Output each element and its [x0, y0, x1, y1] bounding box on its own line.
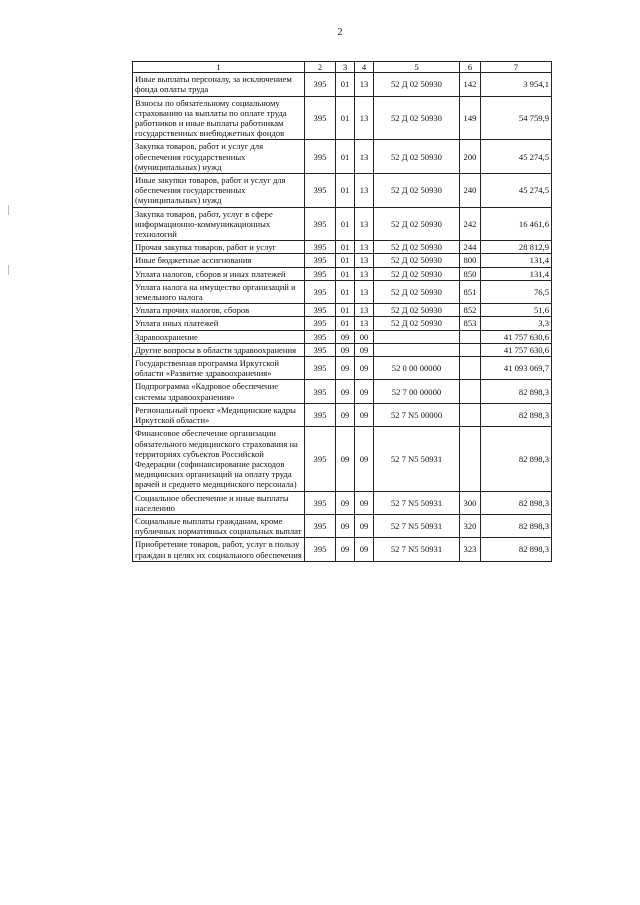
header-row — [133, 62, 552, 73]
row-col-6: 200 — [460, 140, 481, 174]
row-col-2: 395 — [305, 538, 336, 561]
row-name: Взносы по обязательному социальному страхованию на выплаты по оплате труда работников и иные выплаты работникам государственных внебюджетных фондов — [133, 96, 305, 140]
row-col-7: 82 898,3 — [481, 491, 552, 514]
row-col-5: 52 Д 02 50930 — [374, 280, 460, 303]
row-col-6: 851 — [460, 280, 481, 303]
row-col-7: 45 274,5 — [481, 174, 552, 208]
row-col-3: 01 — [336, 73, 355, 96]
table-row — [133, 427, 552, 491]
row-col-4: 09 — [355, 380, 374, 403]
row-name: Подпрограмма «Кадровое обеспечение системы здравоохранения» — [133, 380, 305, 403]
row-col-6 — [460, 330, 481, 343]
table-row — [133, 343, 552, 356]
row-col-2: 395 — [305, 73, 336, 96]
table-row — [133, 514, 552, 537]
scan-edge-mark — [8, 205, 9, 215]
row-col-5 — [374, 343, 460, 356]
row-name: Прочая закупка товаров, работ и услуг — [133, 241, 305, 254]
row-col-6 — [460, 403, 481, 426]
row-col-5: 52 7 N5 50931 — [374, 427, 460, 491]
row-col-3: 01 — [336, 207, 355, 241]
row-col-7: 54 759,9 — [481, 96, 552, 140]
row-col-6: 242 — [460, 207, 481, 241]
row-name: Финансовое обеспечение организации обязательного медицинского страхования на территориях субъектов Российской Федерации (софинансирование расходов медицинских организаций на оплату труда врачей и среднего медицинского персонала) — [133, 427, 305, 491]
row-col-5: 52 7 N5 50931 — [374, 491, 460, 514]
row-col-7: 41 093 069,7 — [481, 357, 552, 380]
row-col-2: 395 — [305, 254, 336, 267]
row-col-4: 13 — [355, 174, 374, 208]
row-name: Иные бюджетные ассигнования — [133, 254, 305, 267]
row-col-3: 01 — [336, 317, 355, 330]
row-col-3: 09 — [336, 491, 355, 514]
row-col-2: 395 — [305, 304, 336, 317]
row-col-3: 09 — [336, 514, 355, 537]
table-row — [133, 207, 552, 241]
row-col-4: 13 — [355, 317, 374, 330]
row-col-2: 395 — [305, 317, 336, 330]
row-col-7: 16 461,6 — [481, 207, 552, 241]
row-col-2: 395 — [305, 96, 336, 140]
table-row — [133, 96, 552, 140]
row-col-5: 52 Д 02 50930 — [374, 304, 460, 317]
row-col-5: 52 7 N5 50931 — [374, 538, 460, 561]
row-col-3: 01 — [336, 140, 355, 174]
row-name: Государственная программа Иркутской области «Развитие здравоохранения» — [133, 357, 305, 380]
row-col-7: 82 898,3 — [481, 538, 552, 561]
row-name: Социальные выплаты гражданам, кроме публичных нормативных социальных выплат — [133, 514, 305, 537]
row-col-2: 395 — [305, 427, 336, 491]
row-col-3: 09 — [336, 427, 355, 491]
row-col-6: 800 — [460, 254, 481, 267]
row-col-4: 09 — [355, 538, 374, 561]
row-col-6: 320 — [460, 514, 481, 537]
row-name: Приобретение товаров, работ, услуг в пользу граждан в целях их социального обеспечения — [133, 538, 305, 561]
row-col-5 — [374, 330, 460, 343]
row-col-6 — [460, 343, 481, 356]
row-col-4: 13 — [355, 140, 374, 174]
row-col-3: 01 — [336, 174, 355, 208]
header-col-7: 7 — [481, 62, 552, 73]
row-col-7: 41 757 630,6 — [481, 330, 552, 343]
row-col-7: 82 898,3 — [481, 403, 552, 426]
row-name: Иные выплаты персоналу, за исключением фонда оплаты труда — [133, 73, 305, 96]
header-col-4: 4 — [355, 62, 374, 73]
row-col-4: 09 — [355, 403, 374, 426]
table-row — [133, 317, 552, 330]
header-col-5: 5 — [374, 62, 460, 73]
row-col-5: 52 Д 02 50930 — [374, 140, 460, 174]
row-col-7: 3 954,1 — [481, 73, 552, 96]
row-col-4: 09 — [355, 357, 374, 380]
row-col-3: 09 — [336, 380, 355, 403]
row-col-7: 45 274,5 — [481, 140, 552, 174]
row-name: Другие вопросы в области здравоохранения — [133, 343, 305, 356]
row-col-7: 131,4 — [481, 267, 552, 280]
row-col-3: 01 — [336, 96, 355, 140]
row-col-6 — [460, 380, 481, 403]
table-row — [133, 491, 552, 514]
row-col-2: 395 — [305, 380, 336, 403]
table-row — [133, 304, 552, 317]
row-col-4: 13 — [355, 73, 374, 96]
row-col-7: 82 898,3 — [481, 514, 552, 537]
row-col-3: 09 — [336, 343, 355, 356]
row-col-3: 09 — [336, 538, 355, 561]
row-col-6 — [460, 357, 481, 380]
row-col-5: 52 Д 02 50930 — [374, 241, 460, 254]
row-col-2: 395 — [305, 514, 336, 537]
row-col-3: 01 — [336, 267, 355, 280]
row-name: Закупка товаров, работ, услуг в сфере информационно-коммуникационных технологий — [133, 207, 305, 241]
row-col-6: 149 — [460, 96, 481, 140]
row-col-3: 09 — [336, 403, 355, 426]
row-col-7: 28 812,9 — [481, 241, 552, 254]
row-col-3: 01 — [336, 241, 355, 254]
row-col-7: 82 898,3 — [481, 427, 552, 491]
row-col-5: 52 Д 02 50930 — [374, 254, 460, 267]
row-col-7: 51,6 — [481, 304, 552, 317]
table-body — [133, 73, 552, 562]
row-col-4: 13 — [355, 304, 374, 317]
row-name: Закупка товаров, работ и услуг для обеспечения государственных (муниципальных) нужд — [133, 140, 305, 174]
row-col-5: 52 Д 02 50930 — [374, 73, 460, 96]
row-col-2: 395 — [305, 174, 336, 208]
table-row — [133, 330, 552, 343]
row-name: Уплата прочих налогов, сборов — [133, 304, 305, 317]
row-col-4: 09 — [355, 491, 374, 514]
row-col-2: 395 — [305, 343, 336, 356]
row-col-7: 76,5 — [481, 280, 552, 303]
row-col-5: 52 7 N5 00000 — [374, 403, 460, 426]
row-col-6: 852 — [460, 304, 481, 317]
row-col-3: 01 — [336, 280, 355, 303]
table-row — [133, 174, 552, 208]
row-col-4: 13 — [355, 241, 374, 254]
row-col-2: 395 — [305, 140, 336, 174]
row-name: Иные закупки товаров, работ и услуг для обеспечения государственных (муниципальных) нужд — [133, 174, 305, 208]
row-col-4: 09 — [355, 343, 374, 356]
table-row — [133, 267, 552, 280]
row-col-3: 09 — [336, 357, 355, 380]
row-col-2: 395 — [305, 403, 336, 426]
row-name: Уплата налогов, сборов и иных платежей — [133, 267, 305, 280]
scan-edge-mark — [8, 265, 9, 275]
row-col-6: 244 — [460, 241, 481, 254]
row-name: Уплата иных платежей — [133, 317, 305, 330]
table-row — [133, 280, 552, 303]
row-col-3: 01 — [336, 254, 355, 267]
header-col-3: 3 — [336, 62, 355, 73]
budget-table — [132, 61, 552, 562]
row-col-6: 240 — [460, 174, 481, 208]
row-col-3: 01 — [336, 304, 355, 317]
row-col-4: 09 — [355, 427, 374, 491]
row-col-4: 09 — [355, 514, 374, 537]
table-row — [133, 403, 552, 426]
row-col-5: 52 7 N5 50931 — [374, 514, 460, 537]
row-col-6 — [460, 427, 481, 491]
header-col-1: 1 — [133, 62, 305, 73]
row-name: Региональный проект «Медицинские кадры Иркутской области» — [133, 403, 305, 426]
row-col-5: 52 Д 02 50930 — [374, 96, 460, 140]
row-col-7: 82 898,3 — [481, 380, 552, 403]
table-row — [133, 73, 552, 96]
row-col-4: 13 — [355, 96, 374, 140]
row-col-6: 850 — [460, 267, 481, 280]
table-header — [133, 62, 552, 73]
row-col-2: 395 — [305, 491, 336, 514]
row-col-2: 395 — [305, 357, 336, 380]
row-col-2: 395 — [305, 241, 336, 254]
page-number: 2 — [337, 27, 343, 38]
table-row — [133, 538, 552, 561]
row-col-4: 13 — [355, 267, 374, 280]
row-col-5: 52 Д 02 50930 — [374, 174, 460, 208]
header-col-6: 6 — [460, 62, 481, 73]
row-col-2: 395 — [305, 267, 336, 280]
row-col-6: 300 — [460, 491, 481, 514]
table-row — [133, 357, 552, 380]
row-name: Уплата налога на имущество организаций и земельного налога — [133, 280, 305, 303]
row-col-5: 52 Д 02 50930 — [374, 207, 460, 241]
row-col-2: 395 — [305, 330, 336, 343]
row-col-7: 41 757 630,6 — [481, 343, 552, 356]
row-col-4: 13 — [355, 254, 374, 267]
table-row — [133, 140, 552, 174]
row-col-5: 52 Д 02 50930 — [374, 317, 460, 330]
row-name: Здравоохранение — [133, 330, 305, 343]
row-col-2: 395 — [305, 280, 336, 303]
row-col-7: 3,3 — [481, 317, 552, 330]
row-col-2: 395 — [305, 207, 336, 241]
header-col-2: 2 — [305, 62, 336, 73]
row-col-6: 142 — [460, 73, 481, 96]
table-row — [133, 254, 552, 267]
row-col-5: 52 Д 02 50930 — [374, 267, 460, 280]
row-col-3: 09 — [336, 330, 355, 343]
row-col-4: 13 — [355, 280, 374, 303]
row-col-5: 52 7 00 00000 — [374, 380, 460, 403]
row-col-4: 00 — [355, 330, 374, 343]
row-col-6: 853 — [460, 317, 481, 330]
row-col-7: 131,4 — [481, 254, 552, 267]
row-col-6: 323 — [460, 538, 481, 561]
row-name: Социальное обеспечение и иные выплаты населению — [133, 491, 305, 514]
table-row — [133, 241, 552, 254]
row-col-4: 13 — [355, 207, 374, 241]
table-row — [133, 380, 552, 403]
row-col-5: 52 0 00 00000 — [374, 357, 460, 380]
